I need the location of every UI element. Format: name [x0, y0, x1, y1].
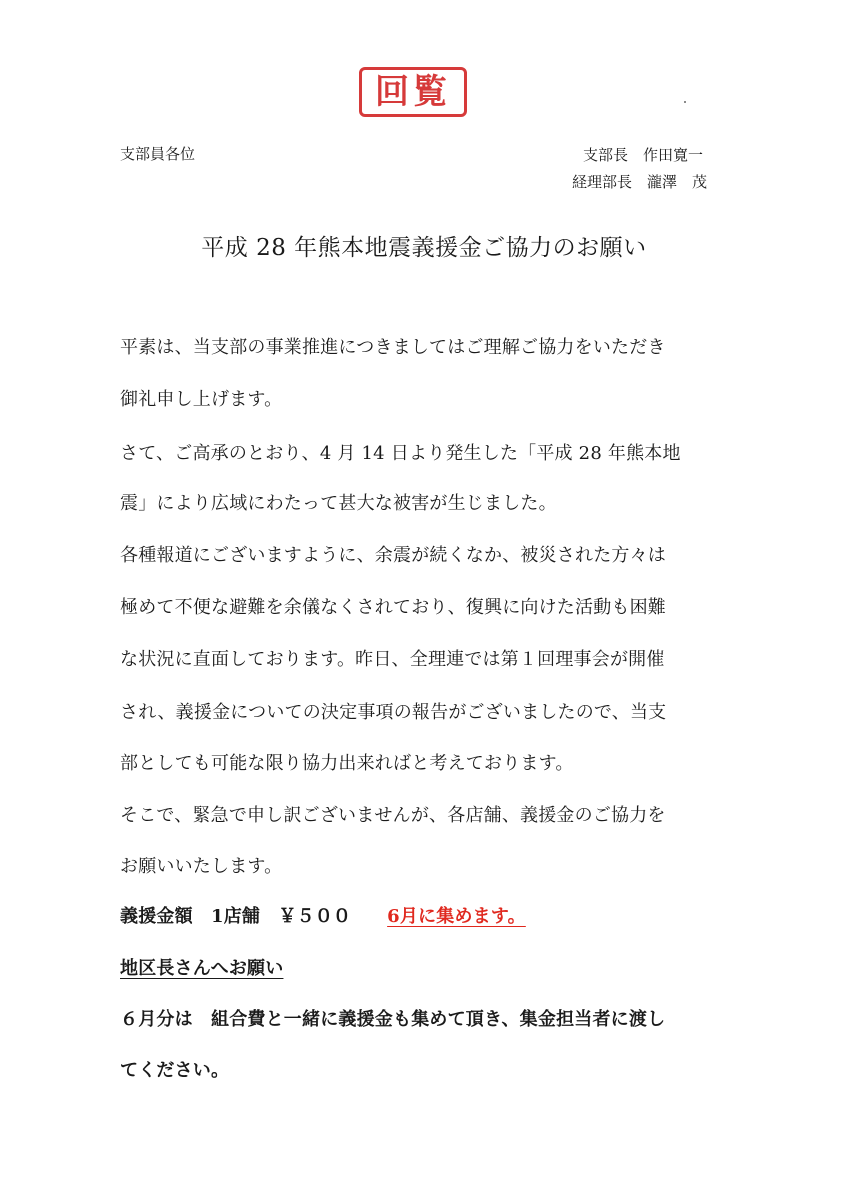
body-line: さて、ご高承のとおり、4 月 14 日より発生した「平成 28 年熊本地 — [120, 443, 681, 464]
body-line: お願いいたします。 — [120, 856, 283, 877]
body-line: 極めて不便な避難を余儀なくされており、復興に向けた活動も困難 — [120, 597, 666, 618]
scan-speck — [684, 101, 686, 103]
request-line: てください。 — [120, 1060, 230, 1081]
body-line: そこで、緊急で申し訳ございませんが、各店舗、義援金のご協力を — [120, 805, 666, 826]
donation-amount: 義援金額 1店舗 ￥５００ — [120, 906, 352, 927]
body-line: 部としても可能な限り協力出来ればと考えております。 — [120, 753, 574, 774]
sender-accounting-chief: 経理部長 瀧澤 茂 — [572, 173, 708, 191]
body-line: 平素は、当支部の事業推進につきましてはご理解ご協力をいただき — [120, 337, 666, 358]
collection-note: 6月に集めます。 — [387, 906, 526, 927]
body-line: な状況に直面しております。昨日、全理連では第１回理事会が開催 — [120, 649, 665, 670]
body-line: され、義援金についての決定事項の報告がございましたので、当支 — [120, 702, 667, 723]
body-line: 震」により広域にわたって甚大な被害が生じました。 — [120, 493, 557, 514]
body-line: 御礼申し上げます。 — [120, 389, 283, 410]
donation-line — [120, 902, 526, 928]
sender-branch-chief: 支部長 作田寛一 — [583, 146, 704, 164]
document-title: 平成 28 年熊本地震義援金ご協力のお願い — [201, 235, 647, 261]
request-heading: 地区長さんへお願い — [120, 958, 284, 979]
addressee: 支部員各位 — [120, 145, 196, 163]
request-line: ６月分は 組合費と一緒に義援金も集めて頂き、集金担当者に渡し — [120, 1009, 666, 1030]
stamp-text: 回覧 — [375, 72, 451, 112]
circulation-stamp — [359, 67, 467, 117]
body-line: 各種報道にございますように、余震が続くなか、被災された方々は — [120, 545, 666, 566]
